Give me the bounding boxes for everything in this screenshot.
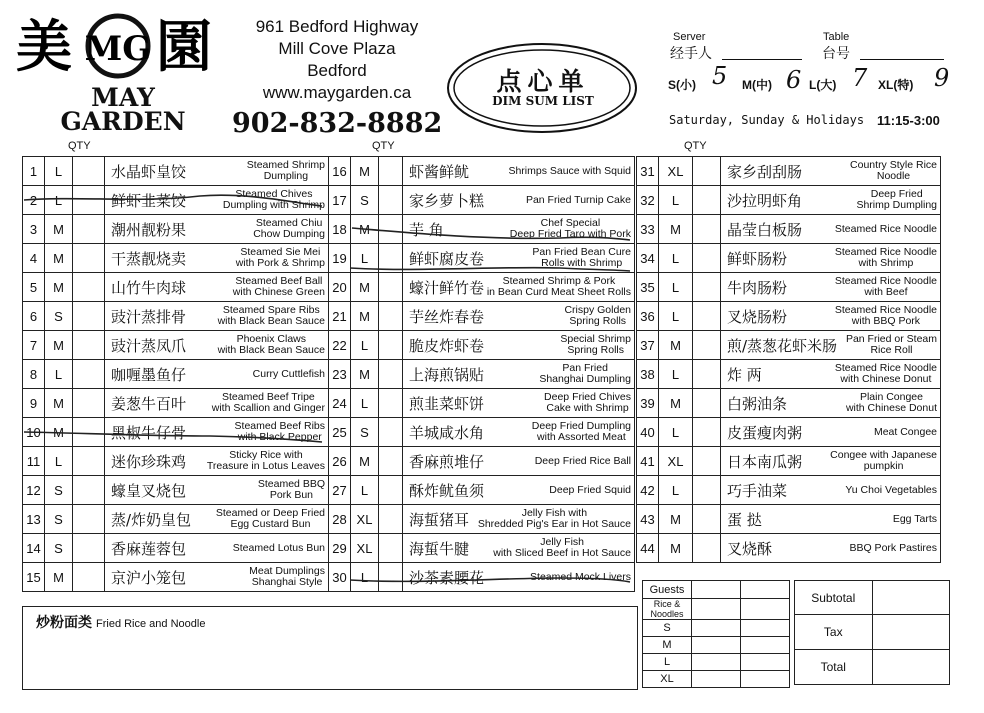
item-number: 37 <box>637 331 659 360</box>
item-name-en-line: with BBQ Pork <box>851 315 921 327</box>
item-name-cn: 家乡萝卜糕 <box>409 191 485 210</box>
item-name-cn: 日本南瓜粥 <box>727 452 803 471</box>
restaurant-name: MAY GARDEN <box>60 83 186 136</box>
item-name-cn: 芋丝炸春卷 <box>409 307 485 326</box>
item-name-en-line: Egg Custard Bun <box>230 518 311 530</box>
item-size: L <box>351 331 379 360</box>
item-number: 6 <box>23 302 45 331</box>
size-cell[interactable] <box>741 620 790 637</box>
item-name-en-line: Steamed Sie Mei <box>240 246 321 258</box>
item-size: L <box>659 360 693 389</box>
item-name-en-line: Chef Special <box>540 217 601 229</box>
item-number: 14 <box>23 534 45 563</box>
item-name-cn: 煎/蒸葱花虾米肠 <box>727 336 838 355</box>
item-name-cn: 芋 角 <box>409 220 444 239</box>
server-label-cn: 经手人 <box>670 46 712 62</box>
table-label-en: Table <box>823 31 850 43</box>
item-number: 27 <box>329 476 351 505</box>
item-name-en-line: Deep Fried Squid <box>549 483 631 496</box>
item-name-en-line: Cake with Shrimp <box>546 402 629 414</box>
item-name-en-line: Steamed Beef Ball <box>235 275 323 287</box>
item-name-en-line: Spring Rolls <box>569 315 627 327</box>
qty-header: QTY <box>372 140 395 152</box>
item-name-cn: 蠔皇叉烧包 <box>111 481 187 500</box>
item-number: 7 <box>23 331 45 360</box>
size-label: M <box>643 637 692 654</box>
item-name-en-line: Jelly Fish <box>540 536 584 548</box>
item-name-en-line: Steamed Rice Noodle <box>834 304 937 316</box>
item-name-en-line: Steamed Shrimp & Pork <box>502 275 616 287</box>
item-name-en-line: Congee with Japanese <box>830 449 937 461</box>
item-name-en-line: Steamed Beef Ribs <box>234 420 325 432</box>
qty-header: QTY <box>68 140 91 152</box>
item-size: L <box>45 447 73 476</box>
item-name-cn: 干蒸靓烧卖 <box>111 249 187 268</box>
item-name-cn: 白粥油条 <box>727 394 788 413</box>
item-name-cn: 炸 两 <box>727 365 762 384</box>
item-name-en-line: Shrimp Dumpling <box>856 199 937 211</box>
item-name-en-line: Pan Fried <box>562 362 608 374</box>
item-name-en-line: Jelly Fish with <box>521 507 588 519</box>
item-size: L <box>659 273 693 302</box>
item-size: L <box>351 389 379 418</box>
item-name-en-line: with Shrimp <box>858 257 914 269</box>
item-name-cn: 水晶虾皇饺 <box>111 162 187 181</box>
item-number: 35 <box>637 273 659 302</box>
item-number: 43 <box>637 505 659 534</box>
table-label-cn: 台号 <box>822 46 850 62</box>
svg-text:園: 園 <box>156 14 212 80</box>
size-label: L <box>643 654 692 671</box>
item-name-en-line: Steamed Rice Noodle <box>834 275 937 287</box>
item-name-cn: 蒸/炸奶皇包 <box>111 510 192 529</box>
item-name-en-line: Rice Roll <box>870 344 913 356</box>
item-size: S <box>351 418 379 447</box>
item-name-en-line: Steamed Rice Noodle <box>834 246 937 258</box>
item-name-en-line: Treasure in Lotus Leaves <box>206 460 325 472</box>
item-number: 20 <box>329 273 351 302</box>
item-name-cn: 家乡刮刮肠 <box>727 162 803 181</box>
item-name-en-line: Egg Tarts <box>892 512 937 525</box>
item-number: 11 <box>23 447 45 476</box>
size-l-label: L(大) <box>809 78 837 92</box>
item-name-en-line: with Sliced Beef in Hot Sauce <box>493 547 631 559</box>
item-number: 23 <box>329 360 351 389</box>
guests-label: Guests <box>643 581 692 599</box>
rice-noodles-cell[interactable] <box>741 599 790 620</box>
item-size: XL <box>351 534 379 563</box>
item-name-en-line: Shanghai Style <box>251 576 323 588</box>
item-name-en-line: Meat Congee <box>873 425 937 438</box>
tax-field[interactable] <box>872 615 950 650</box>
item-name-en-line: with Chinese Donut <box>840 373 932 385</box>
item-name-cn: 脆皮炸虾卷 <box>409 336 485 355</box>
rice-noodles-cell[interactable] <box>692 599 741 620</box>
item-size: S <box>351 186 379 215</box>
item-number: 17 <box>329 186 351 215</box>
item-size: M <box>659 331 693 360</box>
item-name-cn: 香麻莲蓉包 <box>111 539 187 558</box>
item-name-en-line: Rolls with Shrimp <box>541 257 623 269</box>
item-name-cn: 潮州靓粉果 <box>111 220 187 239</box>
item-size: XL <box>659 157 693 186</box>
item-size: L <box>351 476 379 505</box>
subtotal-label: Subtotal <box>795 581 873 615</box>
item-number: 21 <box>329 302 351 331</box>
item-name-en-line: Steamed Rice Noodle <box>834 222 937 235</box>
item-number: 26 <box>329 447 351 476</box>
size-m-price: 6 <box>786 66 802 94</box>
item-number: 31 <box>637 157 659 186</box>
item-name-cn: 酥炸鱿鱼须 <box>409 481 485 500</box>
item-number: 24 <box>329 389 351 418</box>
guests-table <box>642 580 790 688</box>
item-name-cn: 香麻煎堆仔 <box>409 452 485 471</box>
item-number: 33 <box>637 215 659 244</box>
item-name-cn: 蠔汁鲜竹卷 <box>409 278 485 297</box>
size-xl-price: 9 <box>934 64 950 92</box>
item-name-en-line: Steamed Chiu <box>255 217 323 229</box>
total-label: Total <box>795 650 873 685</box>
item-size: XL <box>351 505 379 534</box>
item-name-cn: 皮蛋瘦肉粥 <box>727 423 803 442</box>
item-size: M <box>351 273 379 302</box>
item-name-cn: 晶莹白板肠 <box>727 220 803 239</box>
item-number: 3 <box>23 215 45 244</box>
item-name-cn: 叉烧肠粉 <box>727 307 788 326</box>
item-name-en-line: Plain Congee <box>859 391 923 403</box>
item-number: 18 <box>329 215 351 244</box>
item-size: M <box>45 563 73 592</box>
size-s-label: S(小) <box>668 78 696 92</box>
item-size: L <box>45 186 73 215</box>
item-size: L <box>659 186 693 215</box>
item-name-en-line: Sticky Rice with <box>229 449 303 461</box>
item-name-cn: 上海煎锅贴 <box>409 365 485 384</box>
item-number: 19 <box>329 244 351 273</box>
item-name-en-line: Deep Fried Taro with Pork <box>509 228 631 240</box>
item-name-en-line: BBQ Pork Pastires <box>849 541 937 554</box>
item-size: M <box>45 331 73 360</box>
item-size: M <box>659 505 693 534</box>
item-name-cn: 鲜虾韭菜饺 <box>111 191 187 210</box>
item-name-en-line: Steamed Rice Noodle <box>834 362 937 374</box>
total-field[interactable] <box>872 650 950 685</box>
item-name-en-line: Shredded Pig's Ear in Hot Sauce <box>477 518 631 530</box>
item-name-cn: 煎韭菜虾饼 <box>409 394 485 413</box>
item-size: L <box>45 360 73 389</box>
item-size: M <box>659 389 693 418</box>
item-size: M <box>45 244 73 273</box>
item-number: 29 <box>329 534 351 563</box>
item-name-en-line: Chow Dumping <box>253 228 325 240</box>
item-name-en-line: with Black Pepper <box>237 431 322 443</box>
size-cell[interactable] <box>741 671 790 688</box>
item-name-en-line: Steamed Mock Livers <box>530 570 631 583</box>
item-number: 9 <box>23 389 45 418</box>
size-m-label: M(中) <box>742 78 772 92</box>
subtotal-field[interactable] <box>872 581 950 615</box>
item-name-en-line: Steamed Lotus Bun <box>232 541 325 554</box>
item-number: 38 <box>637 360 659 389</box>
size-cell[interactable] <box>741 654 790 671</box>
item-name-en-line: with Scallion and Ginger <box>211 402 325 414</box>
item-name-cn: 黑椒牛仔骨 <box>111 423 187 442</box>
item-number: 1 <box>23 157 45 186</box>
item-name-en-line: Spring Rolls <box>567 344 624 356</box>
item-name-en-line: Dumpling <box>263 170 309 182</box>
item-name-en-line: Deep Fried Dumpling <box>531 420 631 432</box>
hours-time: 11:15-3:00 <box>877 113 940 128</box>
item-size: M <box>45 273 73 302</box>
size-cell[interactable] <box>692 654 741 671</box>
dim-sum-title-en: DIM SUM LIST <box>492 94 594 108</box>
item-size: S <box>45 534 73 563</box>
item-name-cn: 蛋 挞 <box>727 510 762 529</box>
item-name-en-line: Crispy Golden <box>564 304 631 316</box>
item-name-en-line: with Black Bean Sauce <box>217 315 325 327</box>
item-size: L <box>659 418 693 447</box>
item-name-en-line: with Assorted Meat <box>537 431 626 443</box>
item-name-cn: 鲜虾肠粉 <box>727 249 788 268</box>
svg-text:美: 美 <box>16 14 72 80</box>
address-line: Bedford <box>307 61 367 80</box>
item-number: 28 <box>329 505 351 534</box>
size-s-price: 5 <box>712 62 728 90</box>
item-name-en-line: Steamed Chives <box>235 188 313 200</box>
fried-rice-noodle-label: 炒粉面类 Fried Rice and Noodle <box>36 615 206 631</box>
item-name-cn: 姜葱牛百叶 <box>111 394 187 413</box>
size-label: S <box>643 620 692 637</box>
item-name-en-line: Meat Dumplings <box>249 565 325 577</box>
size-l-price: 7 <box>852 64 868 92</box>
item-name-cn: 巧手油菜 <box>727 481 788 500</box>
item-size: M <box>351 157 379 186</box>
totals-table <box>794 580 950 685</box>
item-number: 30 <box>329 563 351 592</box>
item-number: 40 <box>637 418 659 447</box>
size-cell[interactable] <box>692 671 741 688</box>
item-name-en-line: Phoenix Claws <box>236 333 307 345</box>
item-name-en-line: with Beef <box>864 286 908 298</box>
item-name-en-line: Dumpling with Shrimp <box>222 199 325 211</box>
item-name-en-line: with Pork & Shrimp <box>235 257 325 269</box>
website-link: www.maygarden.ca <box>262 83 412 102</box>
item-name-cn: 海蜇猪耳 <box>409 510 470 529</box>
item-size: L <box>659 476 693 505</box>
item-number: 22 <box>329 331 351 360</box>
item-size: L <box>45 157 73 186</box>
guests-cell[interactable] <box>741 581 790 599</box>
item-number: 4 <box>23 244 45 273</box>
item-number: 16 <box>329 157 351 186</box>
item-name-cn: 羊城咸水角 <box>409 423 485 442</box>
item-name-cn: 京沪小笼包 <box>111 568 187 587</box>
item-number: 32 <box>637 186 659 215</box>
item-name-en-line: Pork Bun <box>269 489 314 501</box>
item-number: 36 <box>637 302 659 331</box>
item-size: M <box>45 389 73 418</box>
item-number: 5 <box>23 273 45 302</box>
item-number: 15 <box>23 563 45 592</box>
item-number: 41 <box>637 447 659 476</box>
item-size: S <box>45 505 73 534</box>
qty-header: QTY <box>684 140 707 152</box>
address-line: Mill Cove Plaza <box>278 39 396 58</box>
item-name-en-line: pumpkin <box>863 460 904 472</box>
item-size: M <box>45 418 73 447</box>
item-name-cn: 虾酱鲜鱿 <box>409 162 470 181</box>
item-number: 25 <box>329 418 351 447</box>
item-number: 42 <box>637 476 659 505</box>
item-name-cn: 迷你珍珠鸡 <box>111 452 187 471</box>
size-xl-label: XL(特) <box>878 78 914 92</box>
item-name-en-line: Curry Cuttlefish <box>252 367 325 380</box>
size-cell[interactable] <box>692 637 741 654</box>
item-size: S <box>45 476 73 505</box>
item-size: M <box>351 360 379 389</box>
item-name-en-line: in Bean Curd Meat Sheet Rolls <box>486 286 631 298</box>
item-name-en-line: Steamed or Deep Fried <box>215 507 325 519</box>
item-size: L <box>351 563 379 592</box>
address-line: 961 Bedford Highway <box>255 17 419 36</box>
item-name-en-line: Steamed BBQ <box>257 478 325 490</box>
tax-label: Tax <box>795 615 873 650</box>
item-name-en-line: Steamed Beef Tripe <box>221 391 315 403</box>
item-name-en-line: Pan Fried Bean Cure <box>532 246 631 258</box>
item-name-en-line: Steamed Spare Ribs <box>222 304 320 316</box>
item-name-cn: 沙拉明虾角 <box>727 191 803 210</box>
item-name-cn: 牛肉肠粉 <box>727 278 788 297</box>
item-number: 39 <box>637 389 659 418</box>
size-label: XL <box>643 671 692 688</box>
item-size: M <box>659 215 693 244</box>
item-name-cn: 山竹牛肉球 <box>111 278 187 297</box>
item-number: 13 <box>23 505 45 534</box>
item-name-en-line: Deep Fried <box>870 188 923 200</box>
item-name-en-line: Noodle <box>876 170 911 182</box>
guests-cell[interactable] <box>692 581 741 599</box>
svg-text:MG: MG <box>84 29 152 69</box>
size-cell[interactable] <box>741 637 790 654</box>
item-size: XL <box>659 447 693 476</box>
item-size: M <box>659 534 693 563</box>
item-name-cn: 海蜇牛腱 <box>409 539 470 558</box>
item-name-cn: 豉汁蒸凤爪 <box>111 336 187 355</box>
size-cell[interactable] <box>692 620 741 637</box>
item-number: 2 <box>23 186 45 215</box>
item-name-cn: 豉汁蒸排骨 <box>111 307 187 326</box>
item-name-en-line: with Black Bean Sauce <box>217 344 325 356</box>
item-name-cn: 咖喱墨鱼仔 <box>111 365 187 384</box>
item-number: 10 <box>23 418 45 447</box>
item-number: 12 <box>23 476 45 505</box>
item-name-en-line: with Chinese Donut <box>845 402 937 414</box>
item-name-en-line: Special Shrimp <box>560 333 631 345</box>
item-number: 8 <box>23 360 45 389</box>
item-size: L <box>351 244 379 273</box>
item-name-cn: 鲜虾腐皮卷 <box>409 249 485 268</box>
item-name-cn: 沙茶素腰花 <box>409 568 485 587</box>
item-name-en-line: Pan Fried or Steam <box>845 333 937 345</box>
item-size: M <box>351 302 379 331</box>
server-label-en: Server <box>673 31 706 43</box>
item-name-en-line: Deep Fried Chives <box>544 391 631 403</box>
item-size: M <box>351 215 379 244</box>
item-size: L <box>659 302 693 331</box>
item-size: S <box>45 302 73 331</box>
rice-noodles-label: Rice & Noodles <box>643 599 692 620</box>
item-size: M <box>45 215 73 244</box>
item-size: M <box>351 447 379 476</box>
item-name-en-line: Shrimps Sauce with Squid <box>508 164 631 177</box>
item-name-en-line: Country Style Rice <box>850 159 937 171</box>
item-name-en-line: with Chinese Green <box>232 286 325 298</box>
hours-days: Saturday, Sunday & Holidays <box>669 113 865 127</box>
item-name-en-line: Yu Choi Vegetables <box>845 483 937 496</box>
dim-sum-title-cn: 点心单 <box>496 67 590 96</box>
item-name-en-line: Shanghai Dumpling <box>539 373 631 385</box>
item-name-en-line: Steamed Shrimp <box>246 159 325 171</box>
item-name-en-line: Deep Fried Rice Ball <box>534 454 631 467</box>
item-number: 34 <box>637 244 659 273</box>
phone-number: 902-832-8882 <box>232 108 443 139</box>
item-size: L <box>659 244 693 273</box>
item-number: 44 <box>637 534 659 563</box>
item-name-en-line: Pan Fried Turnip Cake <box>525 193 631 206</box>
item-name-cn: 叉烧酥 <box>727 539 773 558</box>
